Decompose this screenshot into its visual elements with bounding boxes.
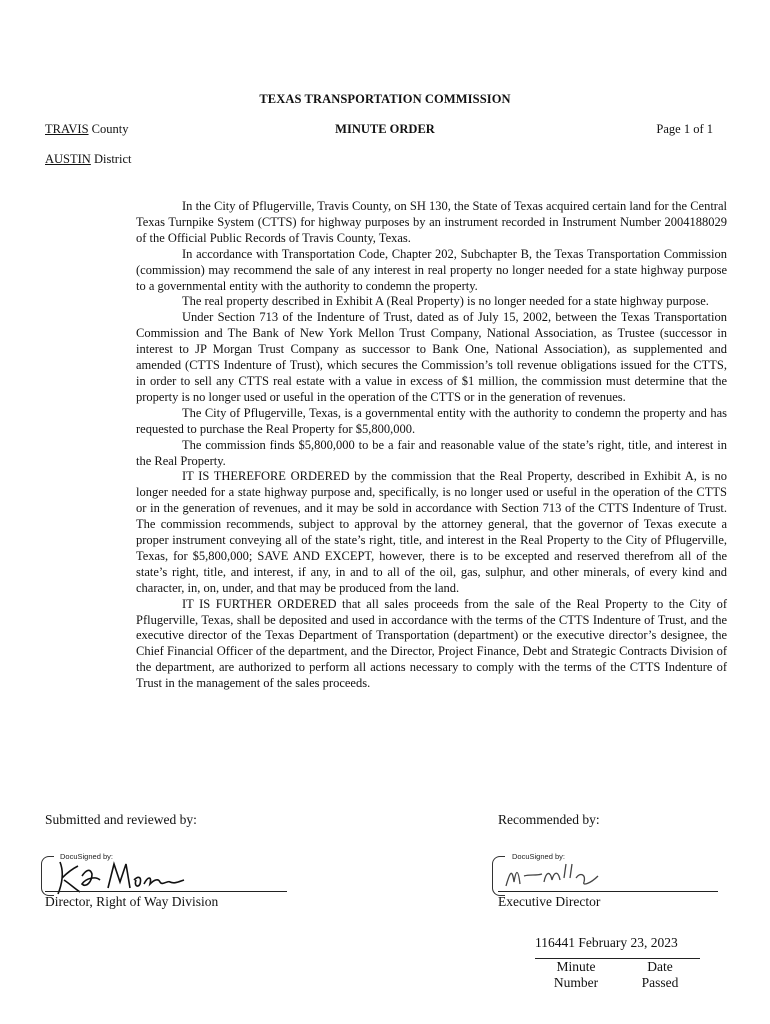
- minute-order-label: MINUTE ORDER: [335, 122, 435, 136]
- caption-number: Number: [553, 975, 599, 990]
- signature-line-right: [498, 891, 718, 892]
- district-name: AUSTIN: [45, 152, 91, 166]
- minute-number-date: 116441 February 23, 2023: [535, 935, 678, 950]
- page-number: Page 1 of 1: [656, 122, 713, 136]
- paragraph: The City of Pflugerville, Texas, is a governmental entity with the authority to condemn the property and has requested to purchase the Real Property for $5,800,000.: [136, 405, 727, 436]
- docusign-label: DocuSigned by:: [512, 852, 565, 861]
- caption-passed: Passed: [641, 975, 679, 990]
- district-suffix: District: [90, 152, 132, 166]
- signature-right: [500, 858, 610, 892]
- director-row-title: Director, Right of Way Division: [45, 894, 219, 909]
- executive-director-title: Executive Director: [498, 894, 601, 909]
- docusign-label: DocuSigned by:: [60, 852, 113, 861]
- caption-date: Date: [647, 959, 673, 974]
- paragraph: IT IS THEREFORE ORDERED by the commission that the Real Property, described in Exhibit A, is no longer needed for a state highway purpose and, specifically, is no longer used or useful in the operation of the CTTS or in the generation of revenues, and it may be sold in accordance with Section 713 of the CTTS Indenture of Trust. The commission recommends, subject to approval by the attorney general, that the governor of Texas execute a proper instrument conveying all of the state’s right, title, and interest in the Real Property to the City of Pflugerville, Texas, for $5,800,000; SAVE AND EXCEPT, however, there is to be excepted and reserved therefrom all of the state’s right, title, and interest, if any, in and to all of the oil, gas, sulphur, and other minerals, of every kind and character, in, on, under, and that may be produced from the land.: [136, 469, 727, 595]
- paragraph: The commission finds $5,800,000 to be a fair and reasonable value of the state’s right, title, and interest in the Real Property.: [136, 437, 727, 468]
- signature-line-left: [45, 891, 287, 892]
- caption-minute: Minute: [556, 959, 596, 974]
- date-passed-caption: [620, 959, 700, 991]
- paragraph: In accordance with Transportation Code, Chapter 202, Subchapter B, the Texas Transportation Commission (commission) may recommend the sale of any interest in real property no longer needed for a state highway purpose to a governmental entity with the authority to condemn the property.: [136, 246, 727, 293]
- county-suffix: County: [88, 122, 129, 136]
- paragraph: In the City of Pflugerville, Travis County, on SH 130, the State of Texas acquired certain land for the Central Texas Turnpike System (CTTS) for highway purposes by an instrument recorded in Instrument Number 2004188029 of the Official Public Records of Travis County, Texas.: [136, 199, 727, 245]
- district-line: [45, 152, 131, 167]
- paragraph: IT IS FURTHER ORDERED that all sales proceeds from the sale of the Real Property to the City of Pflugerville, Texas, shall be deposited and used in accordance with the terms of the CTTS Indenture of Trust, and the executive director of the Texas Department of Transportation (department) or the executive director’s designee, the Chief Financial Officer of the department, and the Director, Project Finance, Debt and Strategic Contracts Division of the department, are authorized to perform all actions necessary to comply with the terms of the CTTS Indenture of Trust in the management of the sales proceeds.: [136, 596, 727, 691]
- order-body: [136, 199, 727, 692]
- recommended-by-label: Recommended by:: [498, 812, 600, 827]
- county-name: TRAVIS: [45, 122, 89, 136]
- minute-number-caption: [536, 959, 616, 991]
- paragraph: Under Section 713 of the Indenture of Trust, dated as of July 15, 2002, between the Texas Transportation Commission and The Bank of New York Mellon Trust Company, National Association, as Trustee (successor in interest to JP Morgan Trust Company as successor to Bank One, National Association), as supplemented and amended (CTTS Indenture of Trust), which secures the Commission’s toll revenue obligations issued for the CTTS, in order to sell any CTTS real estate with a value in excess of $1 million, the commission must determine that the property is no longer used or useful in the operation of the CTTS or in the generation of revenues.: [136, 310, 727, 404]
- submitted-by-label: Submitted and reviewed by:: [45, 812, 197, 827]
- paragraph: The real property described in Exhibit A (Real Property) is no longer needed for a state highway purpose.: [182, 294, 709, 309]
- document-title: TEXAS TRANSPORTATION COMMISSION: [259, 92, 511, 106]
- signature-left: [52, 858, 192, 898]
